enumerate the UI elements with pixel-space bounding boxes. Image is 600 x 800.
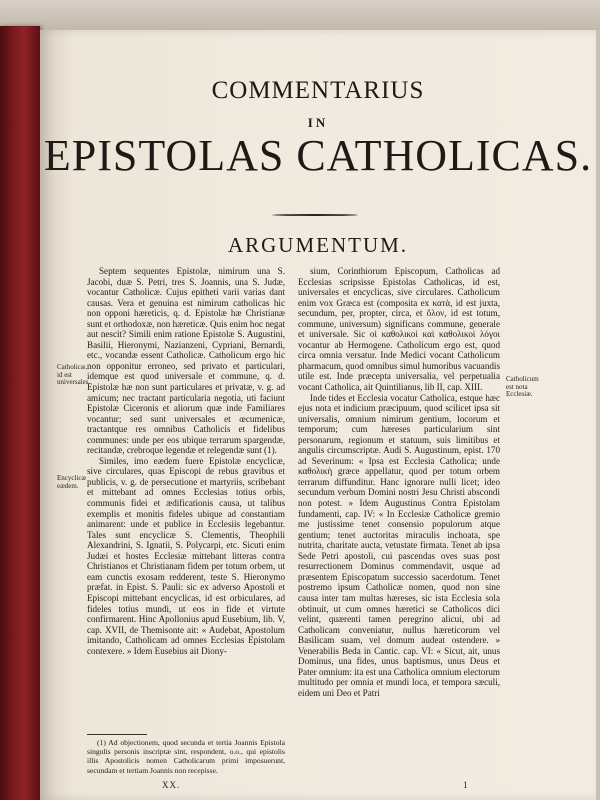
footnote-rule: [87, 734, 147, 735]
left-paragraph-2: Similes, imo eædem fuere Epistolæ encyclicæ, sive circulares, quas Episcopi de rebus gravibus et publicis, v. g. de persecutione et martyriis, scribebant et mittebant ad omnes Ecclesias totius orbis, communis fidei et ædificationis causa, ut talibus exemplis et monitis fideles ubique ad constantiam animarent: unde et publice in Ecclesiis legebantur. Tales sunt encyclicæ S. Clementis, Theophili Alexandrini, S. Ignatii, S. Polycarpi, etc. Sicuti enim Judæi et hostes Ecclesiæ mittebant litteras contra Christianos et Christianam fidem per totum orbem, ut eam cunctis exosam redderent, teste S. Hieronymo præfat. in Epist. S. Pauli: sic ex adverso Apostoli et Episcopi mittebant encyclicas, id est orbiculares, ad fideles totius mundi, ut eos in fide et virtute confirmarent. Hinc Apollonius apud Eusebium, lib. V, cap. XVII, de Themisonte ait: « Audebat, Apostolum imitando, Catholicam ad omnes Ecclesias Epistolam contexere. » Idem Eusebius ait Diony-: [87, 455, 285, 656]
margin-note-catholicae: Catholicæ, id est universales.: [57, 363, 91, 387]
left-text-column: [87, 266, 285, 656]
margin-note-nota-ecclesiae: Catholicum est nota Ecclesiæ.: [506, 375, 539, 399]
book-binding: [0, 26, 40, 800]
right-text-column: [298, 266, 500, 698]
backdrop: [0, 0, 600, 30]
left-paragraph-1: Septem sequentes Epistolæ, nimirum una S. Jacobi, duæ S. Petri, tres S. Joannis, una S. Judæ, vocantur Catholicæ. Cujus epitheti varii varias dant causas. Vera et genuina est nimirum catholicas hic non opponi hæreticis, q. d. Epistolæ hæ Christianæ sunt et orthodoxæ, non hæreticæ. Quis enim hoc negat aut nescit? Simili enim ratione Epistolæ S. Augustini, Basilii, Hieronymi, Nazianzeni, Cypriani, Bernardi, etc., vocandæ essent Catholicæ. Catholicum ergo hic non opponitur erroneo, sed privato et particulari, idemque est quod universale et commune, q. d. Epistolæ hæ non sunt particulares et privatæ, v. g. ad amicum; nec tractant particularia negotia, uti faciunt Epistolæ Ciceronis et aliorum quæ inde Familiares vocantur; sed sunt universales et œcumenicæ, tractantque res omnibus Catholicis et fidelibus communes: unde per eos ubique terrarum spargendæ, recitandæ, crebroque legendæ et relegendæ sunt (1).: [87, 266, 286, 456]
ornamental-rule: [272, 213, 358, 217]
margin-note-encyclicae: Encyclicæ eædem.: [57, 474, 87, 490]
title-in: IN: [307, 115, 329, 130]
title-epistolas-catholicas: EPISTOLAS CATHOLICAS.: [43, 131, 593, 180]
title-commentarius: COMMENTARIUS: [211, 77, 425, 104]
right-paragraph-1: sium, Corinthiorum Episcopum, Catholicas ad Ecclesias scripsisse Epistolas Catholicas, id est, universales et encyclicas, sive circulares. Catholicum enim vox Græca est (composita ex κατὰ, id est juxta, secundum, per, propter, circa, et ὅλον, id est totum, commune, universum) significans commune, generale et universale. Sic οἱ καθολικοὶ καὶ καθολικοὶ λόγοι vocantur ab Hermogene. Catholicum ergo est, quod circa omnia versatur. Inde Medici vocant Catholicum pharmacum, quod omnibus simul humoribus vacuandis utile est. Inde præcepta universalia, vel perpetualia vocant Catholica, ait Quintilianus, lib II, cap. XIII.: [298, 266, 500, 393]
footnote-text: (1) Ad objectionem, quod secunda et tertia Joannis Epistola singulis personis inscriptæ sint, respondent, o.o., qui epistolis illis Apostolicis nomen Catholicarum primi imposuerunt, secundam et tertiam Joannis non recepisse.: [87, 738, 285, 775]
footnote: [87, 738, 285, 775]
section-heading: ARGUMENTUM.: [227, 233, 409, 257]
right-paragraph-2: Inde tides et Ecclesia vocatur Catholica, estque hæc ejus nota et indicium præcipuum, quod scilicet ipsa sit universalis, omnium nimirum gentium, locorum et temporum; cum hæreses particularium sint personarum, regionum et statuum, suis limitibus et angulis circumscriptæ. Audi S. Augustinum, epist. 170 ad Severinum: « Ipsa est Ecclesia Catholica; unde καθολικὴ græce appellatur, quod per totum orbem terrarum diffunditur. Hanc ignorare nulli licet; ideo secundum verbum Domini nostri Jesu Christi abscondi non potest. » Idem Augustinus Contra Epistolam fundamenti, cap. IV: « In Ecclesiæ Catholicæ gremio me justissime tenet consensio populorum atque gentium; tenet auctoritas miraculis inchoata, spe nutrita, charitate aucta, vetustate firmata. Tenet ab ipsa Sede Petri apostoli, cui pascendas oves suas post resurrectionem Dominus commendavit, usque ad præsentem Episcopatum successio sacerdotum. Tenet postremo ipsum Catholicæ nomen, quod non sine causa inter tam multas hæreses, sic ista Ecclesia sola obtinuit, ut cum omnes hæretici se Catholicos dici velint, quærenti tamen peregrino alicui, ubi ad Catholicam conveniatur, nullus hæreticorum vel Basilicam suam, vel domum audeat ostendere. » Venerabilis Beda in Cantic. cap. VI: « Sicut, ait, unus Dominus, una fides, unus baptismus, unus Deus et Pater omnium: ita est una Catholica omnium electorum multitudo per omnia et mundi loca, et tempora sæculi, eidem uni Deo et Patri: [298, 392, 500, 698]
signature-mark-right: 1: [463, 780, 469, 790]
book-page: [40, 30, 596, 800]
signature-mark-left: XX.: [162, 780, 181, 790]
